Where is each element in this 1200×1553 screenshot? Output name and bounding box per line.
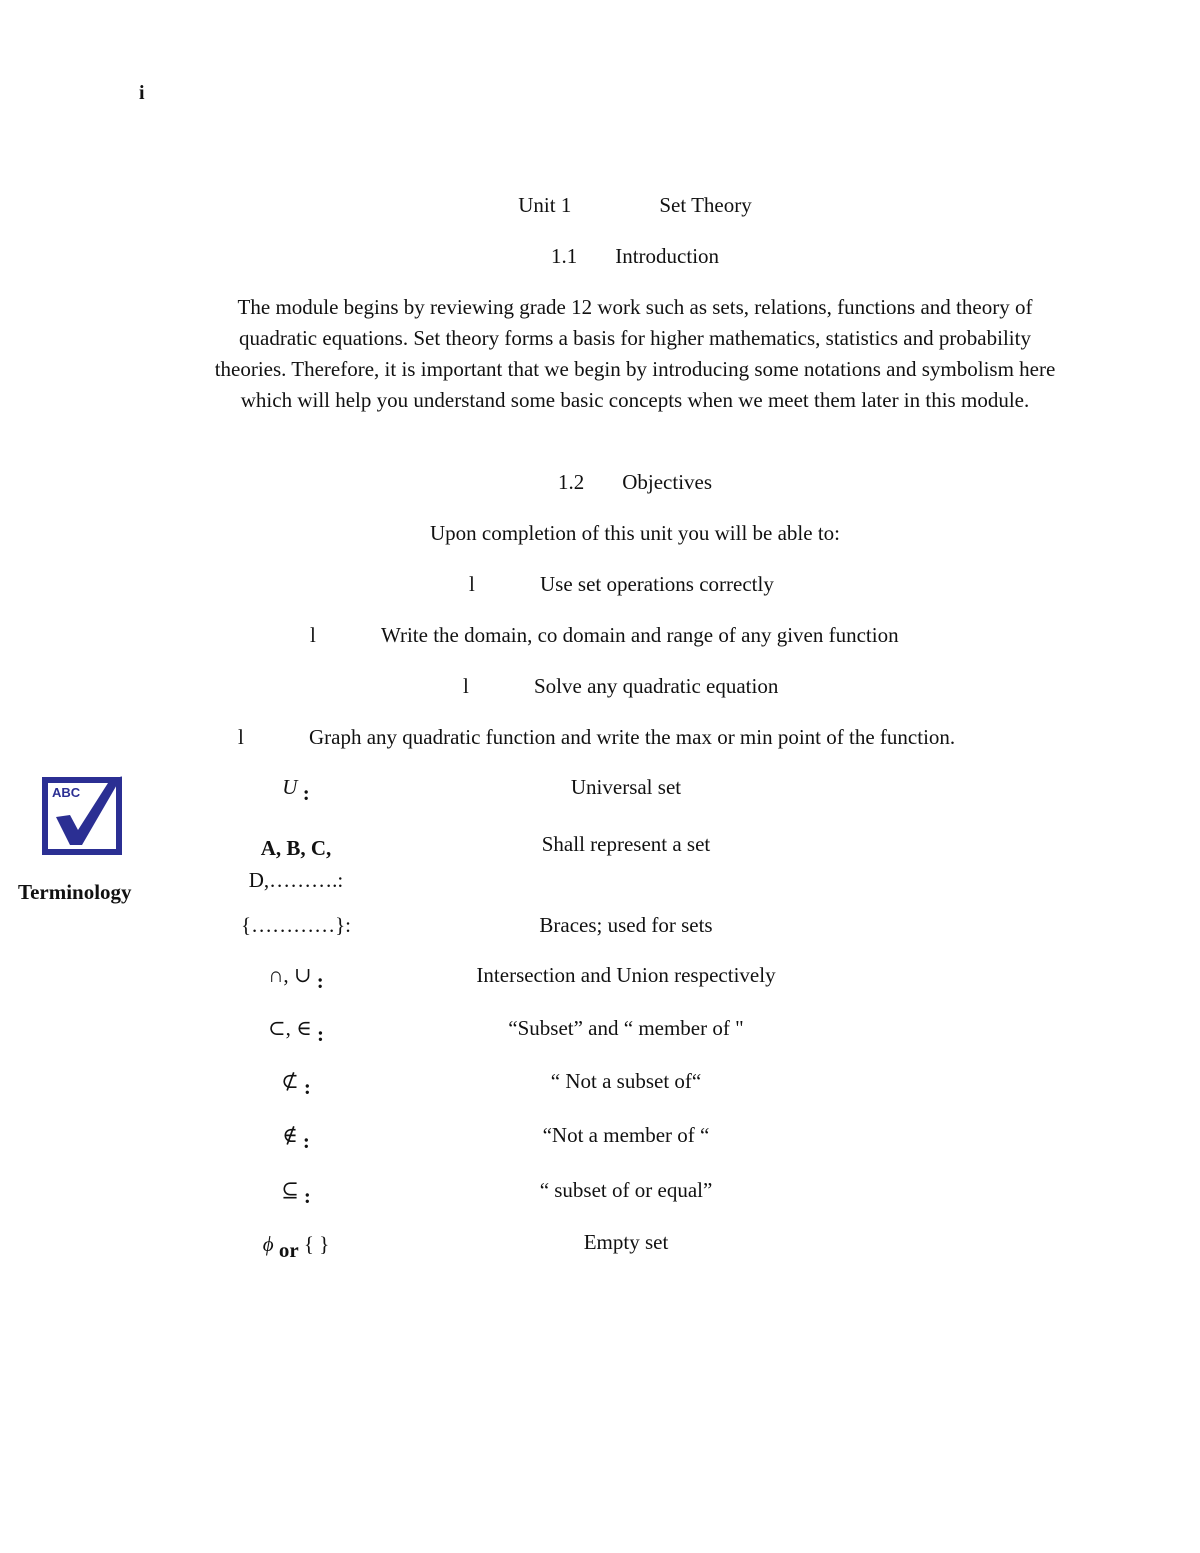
term-symbol: ⊂, ∈ :	[268, 1016, 324, 1046]
term-symbol: U :	[282, 775, 310, 805]
unit-heading	[0, 193, 1200, 218]
term-definition: Braces; used for sets	[539, 913, 713, 937]
section-heading-introduction	[0, 244, 1200, 269]
icon-label: ABC	[52, 785, 81, 800]
term-symbol: ϕ or { }	[262, 1232, 330, 1262]
section-title: Objectives	[622, 470, 713, 494]
section-number: 1.2	[557, 470, 585, 494]
section-heading-objectives	[0, 470, 1200, 495]
term-definition: “ Not a subset of“	[550, 1069, 702, 1093]
term-symbol: ⊄ :	[281, 1069, 311, 1099]
bullet-marker: l	[238, 725, 244, 749]
unit-title: Set Theory	[659, 193, 752, 217]
objectives-lead: Upon completion of this unit you will be able to:	[429, 521, 841, 545]
abc-checkmark-icon	[42, 775, 124, 855]
unit-number: Unit 1	[518, 193, 572, 217]
term-definition: Intersection and Union respectively	[476, 963, 776, 987]
terminology-label: Terminology	[18, 880, 132, 904]
bullet-marker: l	[463, 674, 469, 698]
bullet-marker: l	[469, 572, 475, 596]
objective-text: Graph any quadratic function and write the max or min point of the function.	[309, 725, 956, 749]
term-symbol: A, B, C, D,……….:	[248, 836, 344, 892]
intro-paragraph: The module begins by reviewing grade 12 work such as sets, relations, functions and theory of quadratic equations. Set theory forms a basis for higher mathematics, statistics and probability theories. Therefore, it is important that we begin by introducing some notations and symbolism here which will help you understand some basic concepts when we meet them later in this module.	[214, 295, 1056, 412]
term-symbol: ∉ :	[282, 1123, 310, 1153]
objective-text: Solve any quadratic equation	[534, 674, 779, 698]
term-definition: “Not a member of “	[542, 1123, 710, 1147]
term-symbol: ⊆ :	[281, 1178, 311, 1208]
term-definition: Empty set	[583, 1230, 669, 1254]
section-title: Introduction	[615, 244, 720, 268]
term-definition: Shall represent a set	[541, 832, 711, 856]
term-definition: “Subset” and “ member of "	[508, 1016, 744, 1040]
bullet-marker: l	[310, 623, 316, 647]
objective-item	[238, 725, 1058, 751]
objective-item	[469, 572, 829, 598]
objective-text: Use set operations correctly	[540, 572, 774, 596]
objective-item	[310, 623, 990, 649]
objective-text: Write the domain, co domain and range of any given function	[381, 623, 899, 647]
objective-item	[463, 674, 823, 700]
page-marker: i	[139, 82, 145, 104]
term-symbol: {…………}:	[241, 913, 351, 937]
term-definition: “ subset of or equal”	[539, 1178, 713, 1202]
section-number: 1.1	[550, 244, 578, 268]
term-definition: Universal set	[570, 775, 682, 799]
term-symbol: ∩, ∪ :	[268, 963, 324, 993]
